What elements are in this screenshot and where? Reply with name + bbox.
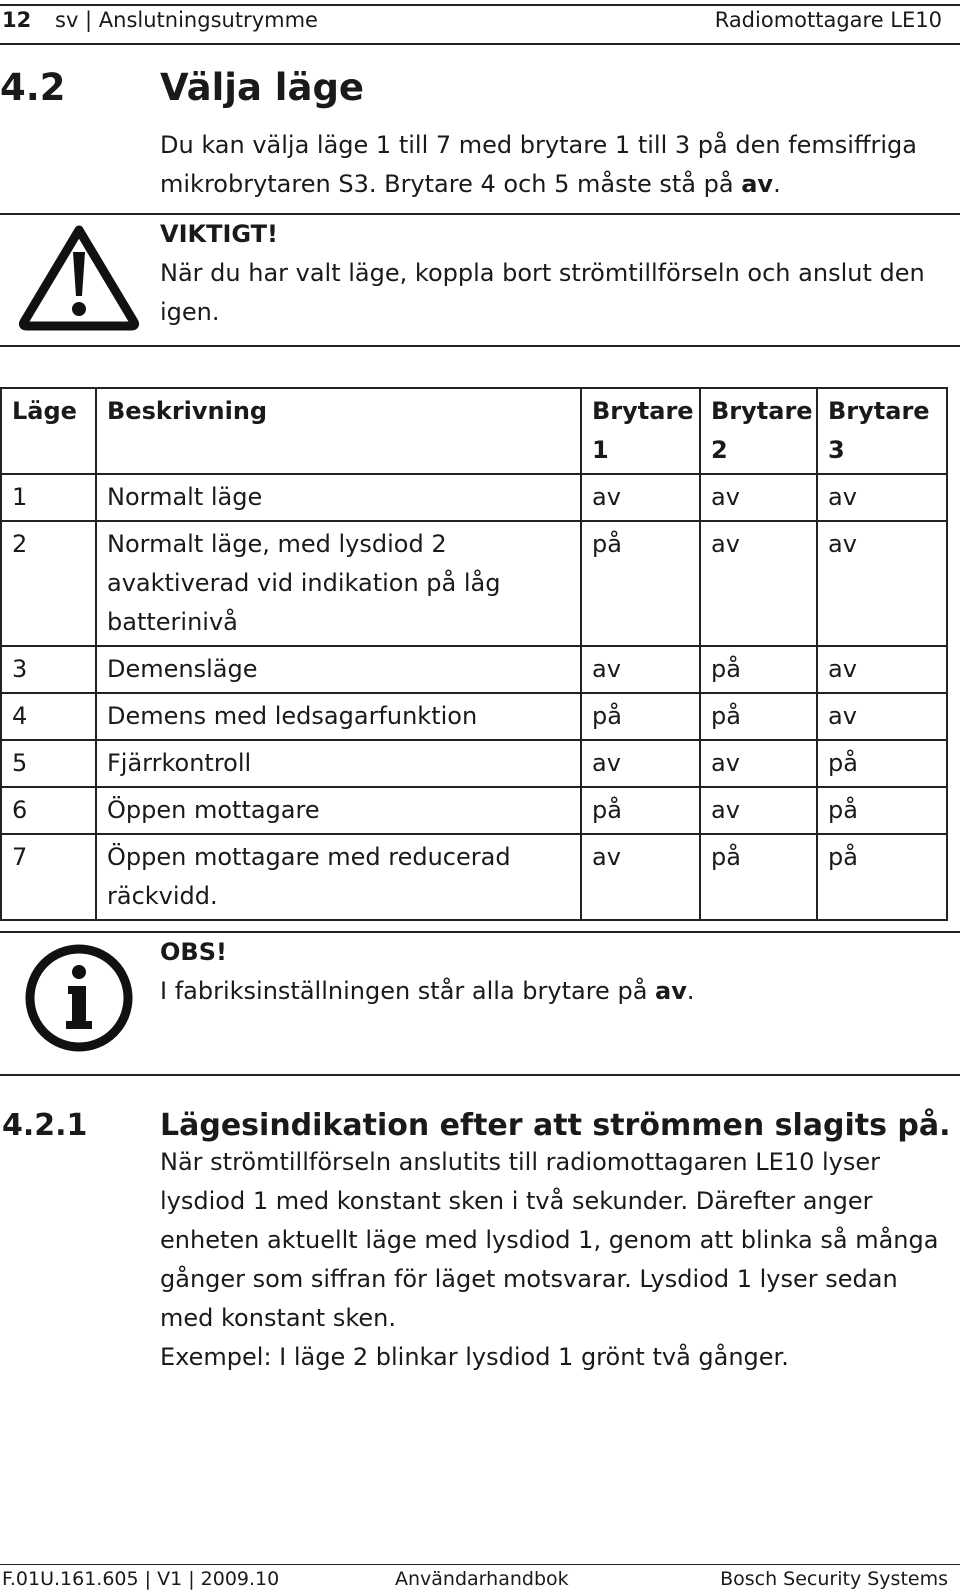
subsection-paragraph: När strömtillförseln anslutits till radiomottagaren LE10 lyser lysdiod 1 med konstant sken i två sekunder. Därefter anger enheten aktuellt läge med lysdiod 1, genom att blinka så många gånger som siffran för läget motsvarar. Lysdiod 1 lyser sedan med konstant sken. xyxy=(160,1148,939,1332)
footer-company: Bosch Security Systems xyxy=(720,1568,948,1590)
cell-switch-2: på xyxy=(700,693,817,740)
note-end: . xyxy=(686,977,695,1005)
running-header-section: sv | Anslutningsutrymme xyxy=(55,8,318,32)
cell-switch-3: av xyxy=(817,693,947,740)
col-header-switch-1: Brytare 1 xyxy=(581,388,700,474)
cell-switch-3: av xyxy=(817,474,947,521)
cell-switch-1: av xyxy=(581,740,700,787)
cell-switch-1: av xyxy=(581,646,700,693)
warning-triangle-icon xyxy=(18,222,140,332)
cell-mode: 6 xyxy=(1,787,96,834)
cell-description: Öppen mottagare med reducerad räckvidd. xyxy=(96,834,581,920)
cell-mode: 2 xyxy=(1,521,96,646)
section-number: 4.2 xyxy=(0,66,66,109)
intro-text: Du kan välja läge 1 till 7 med brytare 1 till 3 på den femsiffriga mikrobrytaren S3. Brytare 4 och 5 måste stå på xyxy=(160,131,917,198)
top-rule xyxy=(0,4,960,6)
warning-top-rule xyxy=(0,213,960,215)
cell-switch-1: på xyxy=(581,693,700,740)
table-row xyxy=(1,474,947,521)
cell-mode: 1 xyxy=(1,474,96,521)
col-header-switch-2: Brytare 2 xyxy=(700,388,817,474)
table-row xyxy=(1,693,947,740)
cell-switch-3: av xyxy=(817,646,947,693)
cell-switch-1: på xyxy=(581,521,700,646)
table-row xyxy=(1,740,947,787)
warning-bottom-rule xyxy=(0,345,960,347)
running-header-product: Radiomottagare LE10 xyxy=(714,8,942,32)
cell-switch-2: av xyxy=(700,787,817,834)
cell-mode: 7 xyxy=(1,834,96,920)
cell-switch-2: av xyxy=(700,521,817,646)
cell-switch-3: på xyxy=(817,787,947,834)
subsection-title: Lägesindikation efter att strömmen slagits på. xyxy=(160,1108,951,1143)
cell-switch-2: på xyxy=(700,834,817,920)
table-row xyxy=(1,787,947,834)
page-number: 12 xyxy=(2,8,32,32)
note-text: I fabriksinställningen står alla brytare på xyxy=(160,977,656,1005)
intro-bold: av xyxy=(741,170,774,198)
table-row xyxy=(1,646,947,693)
footer-doc-type: Användarhandbok xyxy=(395,1568,569,1590)
table-row xyxy=(1,521,947,646)
cell-switch-3: på xyxy=(817,834,947,920)
cell-mode: 3 xyxy=(1,646,96,693)
cell-mode: 4 xyxy=(1,693,96,740)
warning-title: VIKTIGT! xyxy=(160,220,278,248)
cell-description: Fjärrkontroll xyxy=(96,740,581,787)
table-row xyxy=(1,834,947,920)
cell-switch-3: på xyxy=(817,740,947,787)
subsection-number: 4.2.1 xyxy=(2,1108,88,1143)
cell-description: Demensläge xyxy=(96,646,581,693)
cell-description: Normalt läge xyxy=(96,474,581,521)
cell-switch-1: av xyxy=(581,474,700,521)
col-header-switch-3: Brytare 3 xyxy=(817,388,947,474)
note-title: OBS! xyxy=(160,938,227,966)
cell-switch-2: på xyxy=(700,646,817,693)
footer-rule xyxy=(0,1564,960,1565)
mode-table xyxy=(0,387,948,921)
cell-description: Normalt läge, med lysdiod 2 avaktiverad vid indikation på låg batterinivå xyxy=(96,521,581,646)
col-header-mode: Läge xyxy=(1,388,96,474)
cell-switch-2: av xyxy=(700,740,817,787)
footer-doc-id: F.01U.161.605 | V1 | 2009.10 xyxy=(2,1568,280,1590)
subsection-example: Exempel: I läge 2 blinkar lysdiod 1 grönt två gånger. xyxy=(160,1343,789,1371)
cell-mode: 5 xyxy=(1,740,96,787)
cell-switch-2: av xyxy=(700,474,817,521)
intro-paragraph xyxy=(160,126,950,204)
note-text-line xyxy=(160,972,950,1011)
table-header-row xyxy=(1,388,947,474)
intro-end: . xyxy=(773,170,781,198)
cell-switch-1: av xyxy=(581,834,700,920)
subsection-body xyxy=(160,1143,950,1377)
cell-description: Demens med ledsagarfunktion xyxy=(96,693,581,740)
warning-text: När du har valt läge, koppla bort strömtillförseln och anslut den igen. xyxy=(160,259,925,326)
header-rule xyxy=(0,43,960,45)
cell-description: Öppen mottagare xyxy=(96,787,581,834)
cell-switch-1: på xyxy=(581,787,700,834)
col-header-description: Beskrivning xyxy=(96,388,581,474)
note-top-rule xyxy=(0,931,960,933)
section-title: Välja läge xyxy=(160,66,365,109)
note-bold: av xyxy=(655,977,687,1005)
cell-switch-3: av xyxy=(817,521,947,646)
note-bottom-rule xyxy=(0,1074,960,1076)
info-icon xyxy=(24,943,134,1053)
